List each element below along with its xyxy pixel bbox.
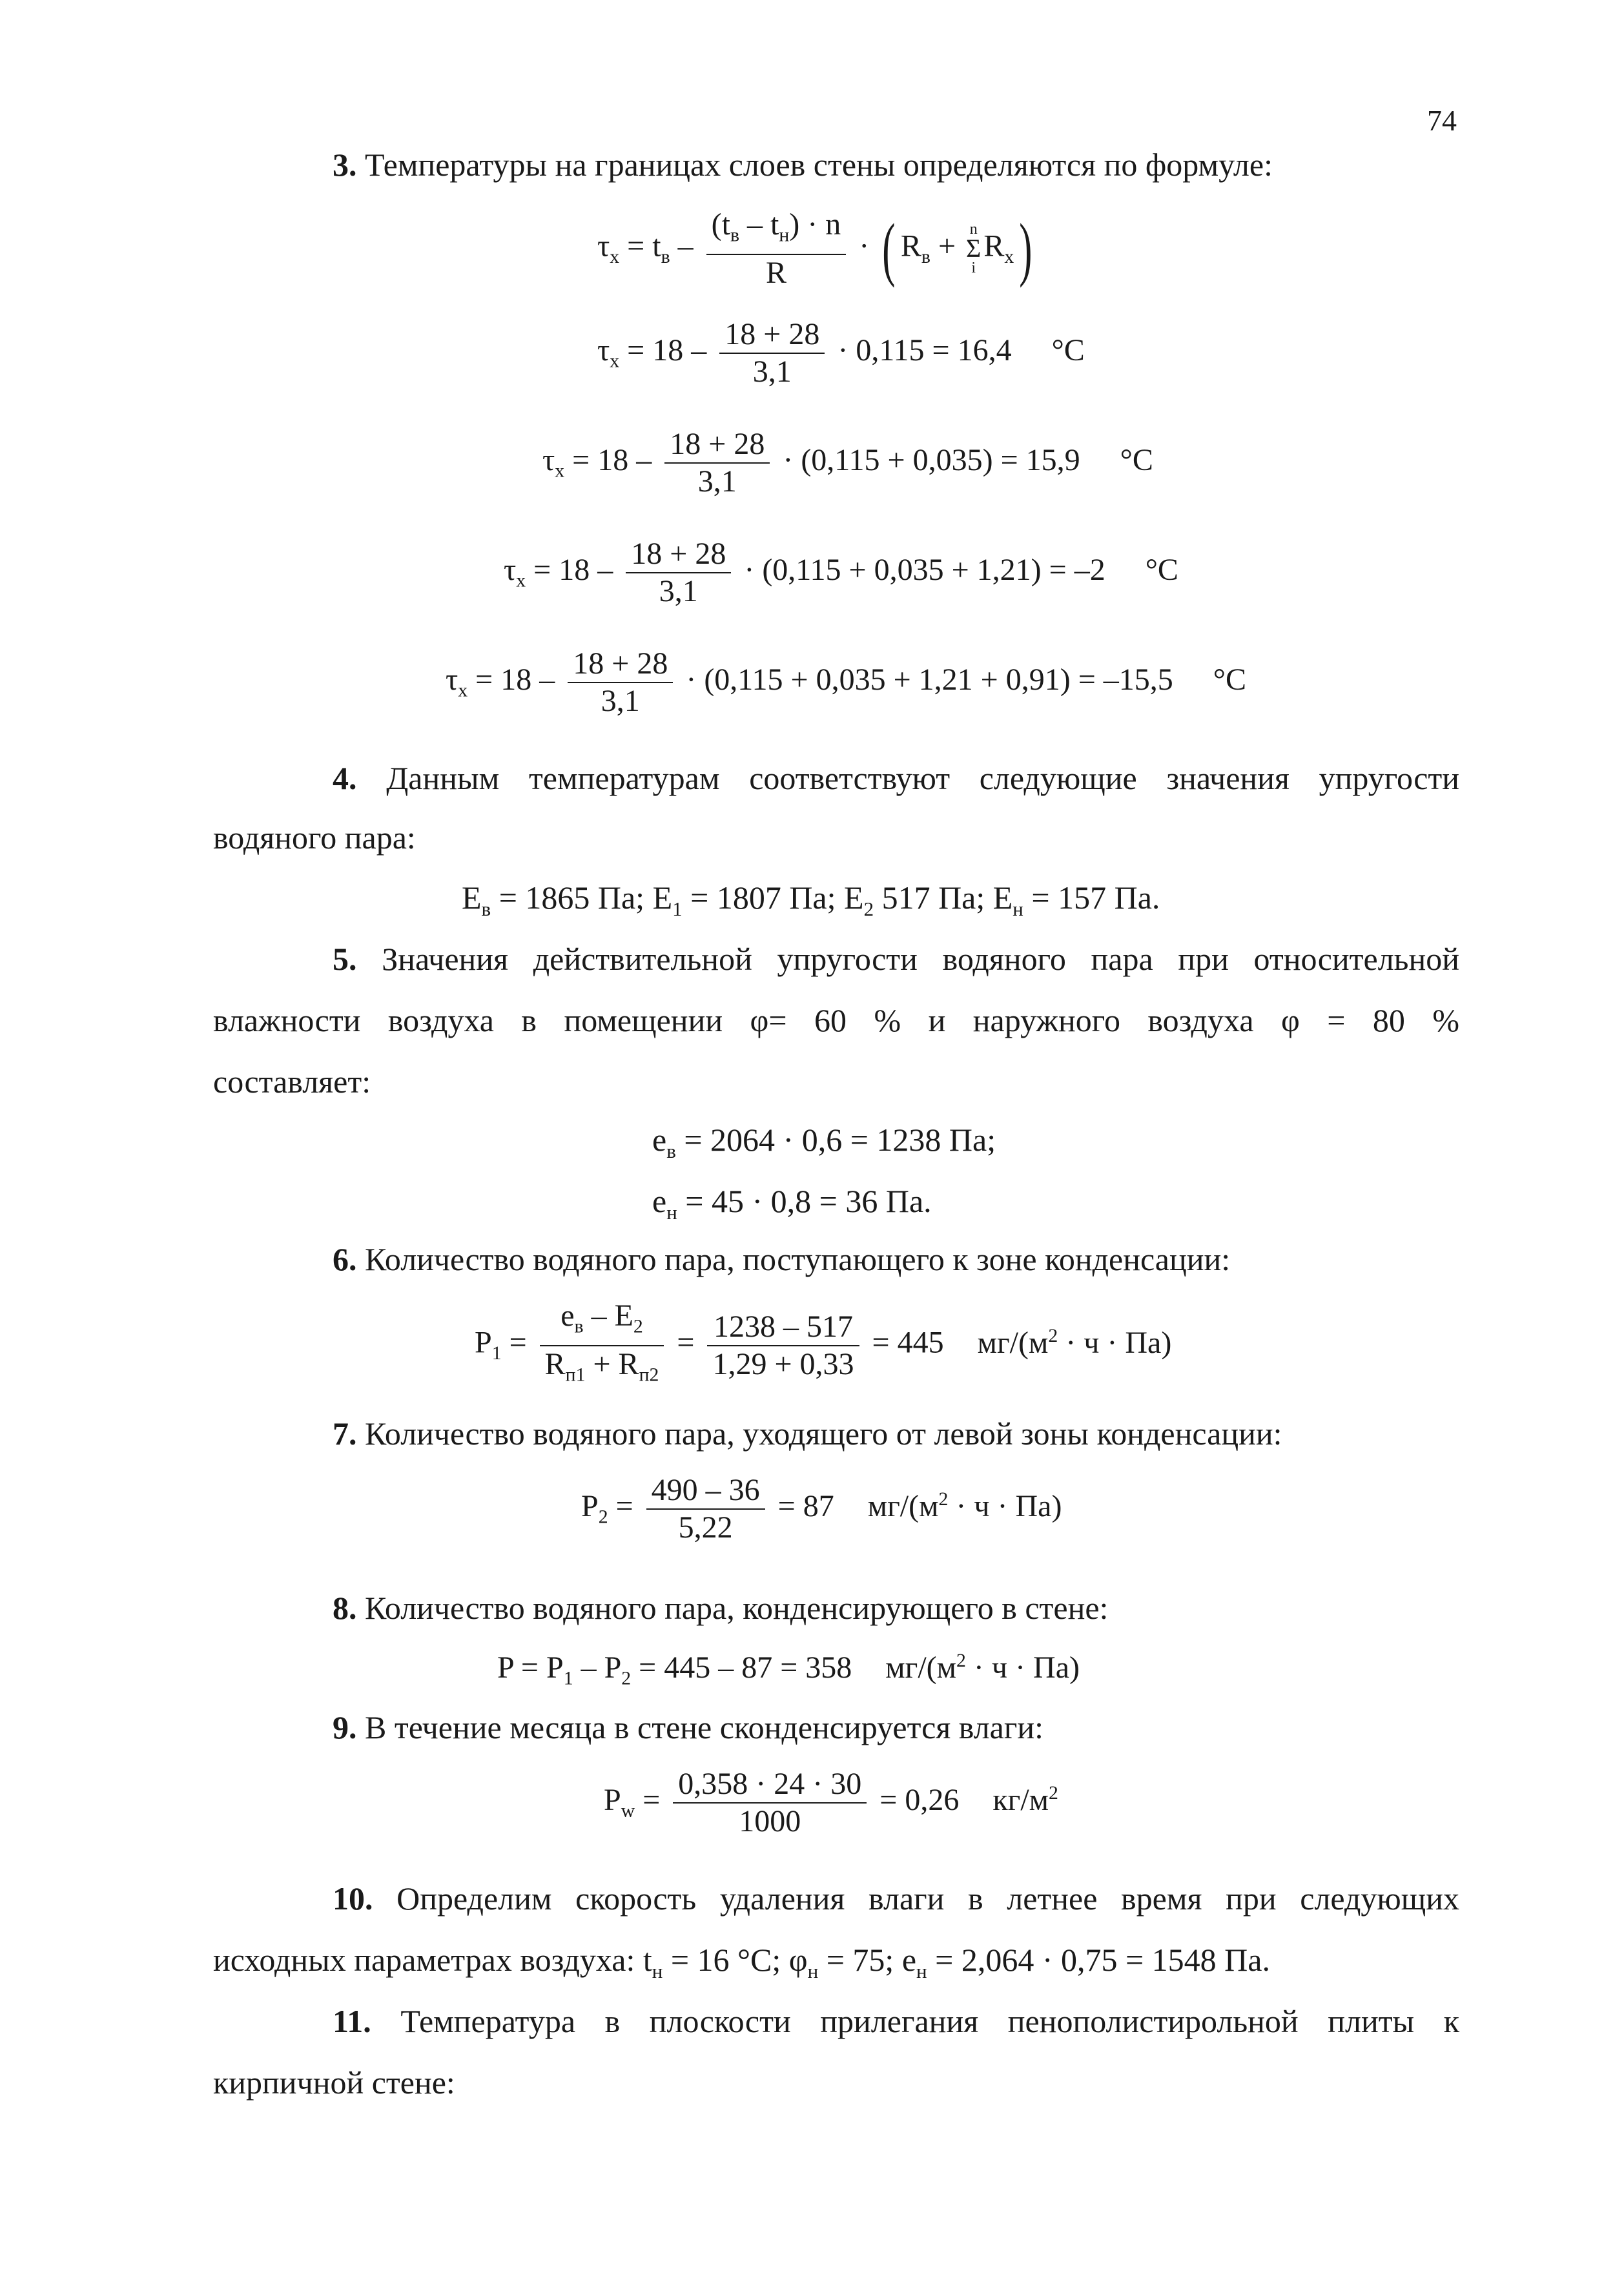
section-10-line-1: 10. Определим скорость удаления влаги в летнее время при следующих xyxy=(333,1880,1459,1917)
section-4-line-1: 4. Данным температурам соответствуют следующие значения упругости xyxy=(333,760,1460,796)
section-11-line-2: кирпичной стене: xyxy=(213,2064,455,2101)
left-paren: ( xyxy=(882,209,896,288)
section-7-formula: $P_2$ = $\frac{490 - 36}{5,22}$ = 87 $мг/(м^2 \cdot ч \cdot Па)$ xyxy=(581,1473,1062,1545)
section-4-equation: $E_в = 1865$ Па; $E_1 = 1807$ Па; $E_2$ 517 Па; $E_н = 157$ Па. xyxy=(462,879,1160,920)
section-10-line-2: исходных параметрах воздуха: $t_н = 16$ °C; $\varphi_н = 75$; $e_н = 2,064 \cdot 0,75 = 1548$ Па. xyxy=(213,1942,1270,1982)
section-9-formula: $P_w$ = $\frac{0,358 \cdot 24 \cdot 30}{1000}$ = 0,26 $кг/м^2$ xyxy=(604,1767,1058,1838)
section-3-number: 3. xyxy=(333,147,357,183)
page-number: 74 xyxy=(1427,104,1457,137)
section-5-equation-2: $e_н = 45 \cdot 0,8 = 36$ Па. xyxy=(652,1183,932,1224)
section-11-line-1: 11. Температура в плоскости прилегания пенополистирольной плиты к xyxy=(333,2003,1460,2039)
general-fraction: $\frac{(t_в - t_н) \cdot n}{R}$ xyxy=(706,207,847,291)
section-5-line-1: 5. Значения действительной упругости водяного пара при относительной xyxy=(333,941,1459,977)
section-5-line-3: составляет: xyxy=(213,1064,371,1100)
formula-row-1: $\tau_x = 18$ – $\frac{18 + 28}{3,1}$ · 0,115 = 16,4 °C xyxy=(597,317,1085,389)
general-formula: $\tau_x = t_в$ – $\frac{(t_в - t_н) \cdot n}{R}$ · ( $R_в$ + n Σ i $R_x$) xyxy=(597,207,1033,290)
section-9-heading: 9. В течение месяца в стене сконденсируется влаги: xyxy=(333,1709,1044,1745)
section-5-equation-1: $e_в = 2064 \cdot 0,6 = 1238$ Па; xyxy=(652,1122,996,1162)
section-8-heading: 8. Количество водяного пара, конденсирующего в стене: xyxy=(333,1590,1109,1626)
section-7-heading: 7. Количество водяного пара, уходящего от левой зоны конденсации: xyxy=(333,1415,1282,1452)
sum-symbol: n Σ i xyxy=(966,220,982,277)
section-4-line-2: водяного пара: xyxy=(213,819,416,856)
section-3-heading xyxy=(333,145,1273,184)
formula-row-4: $\tau_x = 18$ – $\frac{18 + 28}{3,1}$ · (0,115 + 0,035 + 1,21 + 0,91) = –15,5 °C xyxy=(446,646,1246,718)
section-6-heading: 6. Количество водяного пара, поступающего к зоне конденсации: xyxy=(333,1241,1231,1277)
section-5-line-2: влажности воздуха в помещении φ= 60 % и наружного воздуха φ = 80 % xyxy=(213,1002,1459,1038)
section-6-formula: $P_1$ = $\frac{e_в - E_2}{R_{п1} + R_{п2}}$ = $\frac{1238 - 517}{1,29 + 0,33}$ = 445 $мг/(м^2 \cdot ч \cdot Па)$ xyxy=(475,1299,1172,1386)
right-paren: ) xyxy=(1019,209,1033,288)
section-3-text: Температуры на границах слоев стены определяются по формуле: xyxy=(365,147,1273,183)
formula-row-2: $\tau_x = 18$ – $\frac{18 + 28}{3,1}$ · (0,115 + 0,035) = 15,9 °C xyxy=(542,427,1153,499)
formula-row-3: $\tau_x = 18$ – $\frac{18 + 28}{3,1}$ · (0,115 + 0,035 + 1,21) = –2 °C xyxy=(504,537,1178,608)
section-8-formula: $P = P_1 - P_2 = 445 - 87 = 358$ $мг/(м^2 \cdot ч \cdot Па)$ xyxy=(497,1650,1080,1689)
